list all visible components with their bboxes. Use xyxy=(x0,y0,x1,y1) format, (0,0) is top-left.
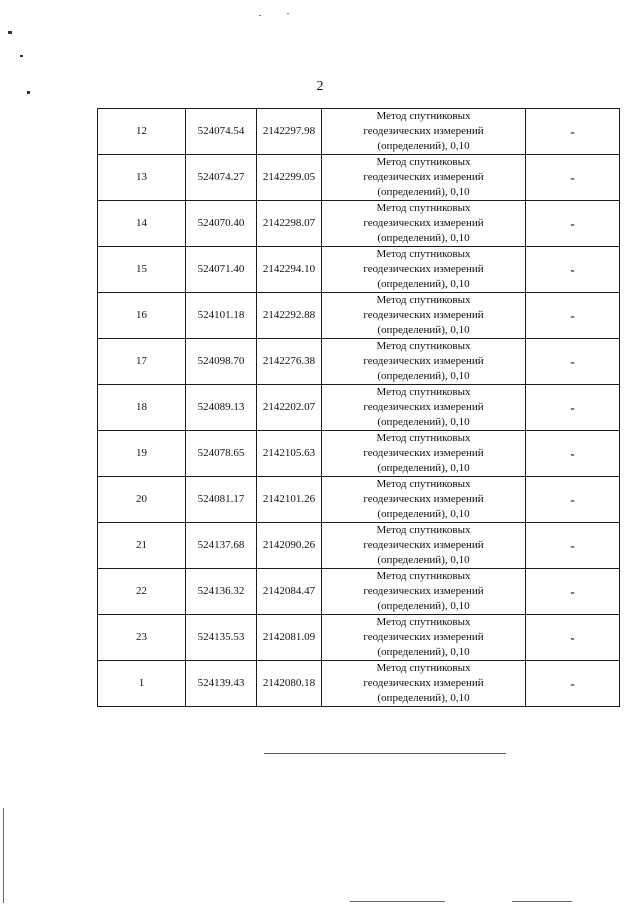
method-text-line: геодезических измерений xyxy=(363,631,484,643)
y-coordinate-cell: 2142276.38 xyxy=(257,339,322,385)
coordinates-table xyxy=(97,108,620,707)
y-coordinate-cell: 2142292.88 xyxy=(257,293,322,339)
x-coordinate-cell: 524089.13 xyxy=(186,385,257,431)
y-coordinate-cell: 2142090.26 xyxy=(257,523,322,569)
method-text-line: геодезических измерений xyxy=(363,585,484,597)
method-text-line: геодезических измерений xyxy=(363,309,484,321)
x-coordinate-cell: 524136.32 xyxy=(186,569,257,615)
method-cell xyxy=(322,155,526,201)
description-cell: - xyxy=(526,523,620,569)
y-coordinate-cell: 2142297.98 xyxy=(257,109,322,155)
description-cell: - xyxy=(526,385,620,431)
method-text-line: (определений), 0,10 xyxy=(377,692,470,704)
x-coordinate-cell: 524139.43 xyxy=(186,661,257,707)
point-number-cell: 20 xyxy=(98,477,186,523)
scan-mark xyxy=(259,15,261,16)
page-number: 2 xyxy=(316,79,324,94)
method-text-line: Метод спутниковых xyxy=(376,202,471,214)
method-text-line: геодезических измерений xyxy=(363,125,484,137)
table-row xyxy=(98,293,620,339)
point-number-cell: 22 xyxy=(98,569,186,615)
description-cell: - xyxy=(526,293,620,339)
method-text-line: Метод спутниковых xyxy=(376,524,471,536)
method-text-line: Метод спутниковых xyxy=(376,110,471,122)
point-number-cell: 16 xyxy=(98,293,186,339)
y-coordinate-cell: 2142294.10 xyxy=(257,247,322,293)
method-text-line: (определений), 0,10 xyxy=(377,232,470,244)
point-number-cell: 23 xyxy=(98,615,186,661)
x-coordinate-cell: 524074.27 xyxy=(186,155,257,201)
method-cell xyxy=(322,431,526,477)
method-cell xyxy=(322,615,526,661)
method-cell xyxy=(322,109,526,155)
y-coordinate-cell: 2142105.63 xyxy=(257,431,322,477)
y-coordinate-cell: 2142081.09 xyxy=(257,615,322,661)
method-text-line: геодезических измерений xyxy=(363,401,484,413)
coordinates-table-body xyxy=(98,109,620,707)
table-row xyxy=(98,569,620,615)
x-coordinate-cell: 524074.54 xyxy=(186,109,257,155)
table-row xyxy=(98,339,620,385)
method-text-line: геодезических измерений xyxy=(363,493,484,505)
point-number-cell: 14 xyxy=(98,201,186,247)
x-coordinate-cell: 524135.53 xyxy=(186,615,257,661)
method-text-line: (определений), 0,10 xyxy=(377,370,470,382)
y-coordinate-cell: 2142298.07 xyxy=(257,201,322,247)
description-cell: - xyxy=(526,569,620,615)
x-coordinate-cell: 524101.18 xyxy=(186,293,257,339)
x-coordinate-cell: 524078.65 xyxy=(186,431,257,477)
method-text-line: геодезических измерений xyxy=(363,539,484,551)
method-text-line: Метод спутниковых xyxy=(376,386,471,398)
method-text-line: (определений), 0,10 xyxy=(377,508,470,520)
method-text-line: (определений), 0,10 xyxy=(377,554,470,566)
method-cell xyxy=(322,477,526,523)
method-text-line: геодезических измерений xyxy=(363,447,484,459)
point-number-cell: 19 xyxy=(98,431,186,477)
table-row xyxy=(98,661,620,707)
x-coordinate-cell: 524071.40 xyxy=(186,247,257,293)
scan-mark xyxy=(287,13,289,14)
scan-edge-line xyxy=(3,808,4,903)
description-cell: - xyxy=(526,155,620,201)
method-text-line: (определений), 0,10 xyxy=(377,600,470,612)
y-coordinate-cell: 2142299.05 xyxy=(257,155,322,201)
point-number-cell: 21 xyxy=(98,523,186,569)
point-number-cell: 12 xyxy=(98,109,186,155)
description-cell: - xyxy=(526,247,620,293)
method-text-line: (определений), 0,10 xyxy=(377,416,470,428)
footer-line xyxy=(350,901,445,902)
footer-line xyxy=(512,901,572,902)
method-cell xyxy=(322,661,526,707)
method-cell xyxy=(322,247,526,293)
method-text-line: (определений), 0,10 xyxy=(377,324,470,336)
table-row xyxy=(98,523,620,569)
scan-mark xyxy=(20,55,23,57)
method-cell xyxy=(322,569,526,615)
y-coordinate-cell: 2142101.26 xyxy=(257,477,322,523)
description-cell: - xyxy=(526,615,620,661)
method-text-line: Метод спутниковых xyxy=(376,662,471,674)
method-text-line: Метод спутниковых xyxy=(376,478,471,490)
table-row xyxy=(98,477,620,523)
table-row xyxy=(98,615,620,661)
method-text-line: (определений), 0,10 xyxy=(377,462,470,474)
x-coordinate-cell: 524070.40 xyxy=(186,201,257,247)
method-cell xyxy=(322,385,526,431)
method-text-line: Метод спутниковых xyxy=(376,570,471,582)
y-coordinate-cell: 2142080.18 xyxy=(257,661,322,707)
point-number-cell: 18 xyxy=(98,385,186,431)
description-cell: - xyxy=(526,109,620,155)
point-number-cell: 1 xyxy=(98,661,186,707)
table-row xyxy=(98,201,620,247)
method-text-line: Метод спутниковых xyxy=(376,340,471,352)
method-text-line: Метод спутниковых xyxy=(376,432,471,444)
y-coordinate-cell: 2142202.07 xyxy=(257,385,322,431)
description-cell: - xyxy=(526,661,620,707)
method-text-line: (определений), 0,10 xyxy=(377,646,470,658)
x-coordinate-cell: 524137.68 xyxy=(186,523,257,569)
method-text-line: Метод спутниковых xyxy=(376,156,471,168)
method-cell xyxy=(322,293,526,339)
x-coordinate-cell: 524081.17 xyxy=(186,477,257,523)
table-row xyxy=(98,155,620,201)
scan-mark xyxy=(8,31,12,34)
method-cell xyxy=(322,339,526,385)
method-text-line: геодезических измерений xyxy=(363,171,484,183)
method-text-line: (определений), 0,10 xyxy=(377,186,470,198)
description-cell: - xyxy=(526,431,620,477)
description-cell: - xyxy=(526,477,620,523)
method-text-line: геодезических измерений xyxy=(363,263,484,275)
description-cell: - xyxy=(526,201,620,247)
point-number-cell: 13 xyxy=(98,155,186,201)
method-text-line: Метод спутниковых xyxy=(376,248,471,260)
method-cell xyxy=(322,201,526,247)
method-text-line: Метод спутниковых xyxy=(376,616,471,628)
point-number-cell: 17 xyxy=(98,339,186,385)
table-row xyxy=(98,109,620,155)
method-text-line: (определений), 0,10 xyxy=(377,278,470,290)
method-text-line: геодезических измерений xyxy=(363,677,484,689)
method-text-line: Метод спутниковых xyxy=(376,294,471,306)
table-row xyxy=(98,385,620,431)
x-coordinate-cell: 524098.70 xyxy=(186,339,257,385)
method-text-line: геодезических измерений xyxy=(363,355,484,367)
signature-line xyxy=(264,753,506,754)
description-cell: - xyxy=(526,339,620,385)
method-text-line: (определений), 0,10 xyxy=(377,140,470,152)
method-cell xyxy=(322,523,526,569)
table-row xyxy=(98,431,620,477)
method-text-line: геодезических измерений xyxy=(363,217,484,229)
point-number-cell: 15 xyxy=(98,247,186,293)
table-row xyxy=(98,247,620,293)
y-coordinate-cell: 2142084.47 xyxy=(257,569,322,615)
